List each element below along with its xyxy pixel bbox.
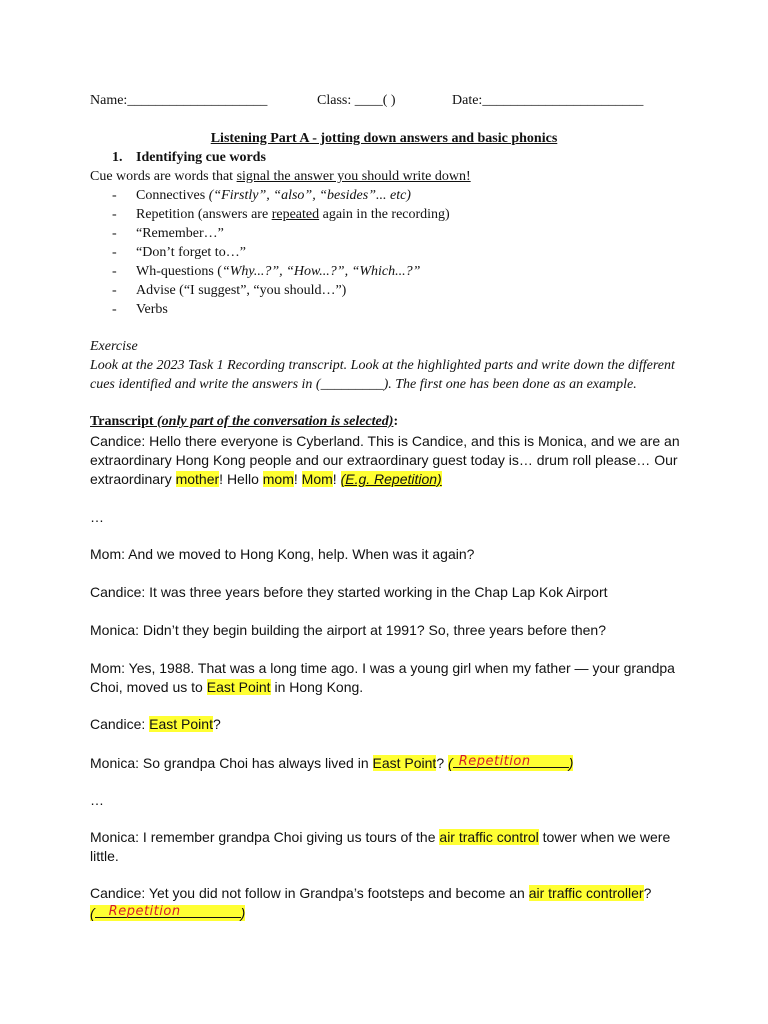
section-heading bbox=[112, 150, 266, 166]
class-field[interactable] bbox=[317, 93, 396, 109]
bullet-text: Wh-questions ( bbox=[136, 264, 222, 279]
transcript-line: Candice: Hello there everyone is Cyberland. This is Candice, and this is Monica, and we are an bbox=[90, 433, 680, 449]
highlight-mom: mom bbox=[262, 471, 294, 487]
transcript-paragraph-1 bbox=[90, 432, 690, 489]
transcript-note: (only part of the conversation is selected) bbox=[153, 414, 394, 429]
bullet-wh-questions bbox=[112, 264, 420, 280]
bullet-repetition bbox=[112, 207, 450, 223]
section-number: 1. bbox=[112, 150, 123, 165]
text: extraordinary bbox=[90, 471, 176, 487]
highlight-air-traffic-control: air traffic control bbox=[439, 829, 539, 845]
bullet-text: Repetition (answers are bbox=[136, 207, 272, 222]
class-label: Class: bbox=[317, 93, 352, 108]
bullet-text: Connectives bbox=[136, 188, 209, 203]
text: in Hong Kong. bbox=[270, 679, 364, 695]
highlight-east-point: East Point bbox=[372, 755, 437, 771]
example-answer: (E.g. Repetition) bbox=[340, 471, 442, 487]
transcript-line bbox=[90, 678, 690, 697]
date-label: Date: bbox=[452, 93, 483, 108]
bullet-text-end: again in the recording) bbox=[319, 207, 450, 222]
answer-box-1[interactable] bbox=[448, 755, 573, 771]
bullet-dont-forget bbox=[112, 245, 246, 261]
exercise-label: Exercise bbox=[90, 339, 138, 354]
handwritten-answer: Repetition bbox=[108, 904, 181, 919]
highlight-mom-2: Mom bbox=[301, 471, 333, 487]
transcript-paragraph-7 bbox=[90, 753, 690, 773]
section-heading-text: Identifying cue words bbox=[136, 150, 266, 165]
answer-blank[interactable] bbox=[453, 753, 569, 768]
ellipsis-2: … bbox=[90, 792, 104, 808]
transcript-line: little. bbox=[90, 848, 119, 864]
transcript-line bbox=[90, 470, 690, 489]
name-blank[interactable]: ____________________ bbox=[127, 93, 268, 108]
text: Monica: I remember grandpa Choi giving us tours of the bbox=[90, 829, 440, 845]
intro-text: Cue words are words that bbox=[90, 169, 237, 184]
transcript-line: Mom: Yes, 1988. That was a long time ago. I was a young girl when my father — your grandpa bbox=[90, 660, 675, 676]
text: ! Hello bbox=[219, 471, 263, 487]
text: ! bbox=[293, 471, 302, 487]
answer-open-paren: ( bbox=[90, 905, 95, 921]
handwritten-answer: Repetition bbox=[458, 754, 531, 769]
highlight-east-point: East Point bbox=[149, 716, 213, 732]
intro-underlined: signal the answer you should write down! bbox=[236, 169, 471, 184]
exercise-instructions-2: cues identified and write the answers in (_________). The first one has been done as an example. bbox=[90, 377, 637, 392]
bullet-text: “Remember…” bbox=[136, 226, 224, 241]
transcript-colon: : bbox=[393, 414, 399, 429]
name-label: Name: bbox=[90, 93, 128, 108]
transcript-paragraph-6 bbox=[90, 715, 690, 734]
header-row bbox=[90, 93, 690, 113]
text: Candice: bbox=[90, 716, 150, 732]
bullet-dash: - bbox=[112, 188, 117, 203]
exercise-instructions-1: Look at the 2023 Task 1 Recording transcript. Look at the highlighted parts and write down the different bbox=[90, 358, 675, 373]
transcript-paragraph-3: Candice: It was three years before they started working in the Chap Lap Kok Airport bbox=[90, 584, 608, 600]
bullet-text: Advise (“I suggest”, “you should…”) bbox=[136, 283, 347, 298]
bullet-underlined: repeated bbox=[271, 207, 320, 222]
bullet-verbs bbox=[112, 302, 168, 318]
transcript-line: extraordinary Hong Kong people and our extraordinary guest today is… drum roll please… Our bbox=[90, 452, 678, 468]
bullet-examples: (“Firstly”, “also”, “besides”... etc) bbox=[208, 188, 411, 203]
date-blank[interactable]: _______________________ bbox=[482, 93, 644, 108]
highlight-air-traffic-controller: air traffic controller bbox=[528, 885, 644, 901]
transcript-heading bbox=[90, 414, 398, 430]
name-field[interactable] bbox=[90, 93, 267, 109]
transcript-line bbox=[90, 884, 690, 903]
answer-close-paren: ) bbox=[568, 755, 574, 771]
text: ? bbox=[643, 885, 652, 901]
transcript-paragraph-5 bbox=[90, 659, 690, 697]
bullet-dash: - bbox=[112, 283, 117, 298]
date-field[interactable] bbox=[452, 93, 643, 109]
answer-blank[interactable] bbox=[95, 903, 241, 918]
ellipsis-1: … bbox=[90, 509, 104, 525]
bullet-dash: - bbox=[112, 264, 117, 279]
bullet-advise bbox=[112, 283, 346, 299]
class-blank[interactable]: ____( ) bbox=[354, 93, 396, 108]
bullet-dash: - bbox=[112, 302, 117, 317]
highlight-mother: mother bbox=[175, 471, 220, 487]
answer-close-paren: ) bbox=[240, 905, 246, 921]
bullet-text: Verbs bbox=[136, 302, 168, 317]
transcript-line bbox=[90, 828, 690, 847]
text: ? bbox=[212, 716, 221, 732]
text: Choi, moved us to bbox=[90, 679, 207, 695]
text: Candice: Yet you did not follow in Grandpa’s footsteps and become an bbox=[90, 885, 529, 901]
transcript-paragraph-4: Monica: Didn’t they begin building the airport at 1991? So, three years before then? bbox=[90, 622, 606, 638]
bullet-examples: “Why...?”, “How...?”, “Which...?” bbox=[221, 264, 421, 279]
transcript-paragraph-8 bbox=[90, 828, 690, 866]
text: Monica: So grandpa Choi has always lived in bbox=[90, 755, 373, 771]
answer-box-2[interactable] bbox=[90, 905, 245, 921]
page-title: Listening Part A - jotting down answers and basic phonics bbox=[210, 131, 558, 146]
text: ? bbox=[436, 755, 449, 771]
text: ! bbox=[332, 471, 341, 487]
bullet-text: “Don’t forget to…” bbox=[136, 245, 246, 260]
bullet-dash: - bbox=[112, 207, 117, 222]
transcript-line bbox=[90, 903, 690, 923]
bullet-connectives bbox=[112, 188, 411, 204]
transcript-label: Transcript bbox=[90, 414, 154, 429]
answer-open-paren: ( bbox=[448, 755, 453, 771]
highlight-east-point: East Point bbox=[206, 679, 271, 695]
bullet-remember bbox=[112, 226, 224, 242]
transcript-paragraph-2: Mom: And we moved to Hong Kong, help. When was it again? bbox=[90, 546, 475, 562]
intro-line bbox=[90, 169, 471, 185]
transcript-paragraph-9 bbox=[90, 884, 690, 923]
bullet-dash: - bbox=[112, 245, 117, 260]
text: tower when we were bbox=[538, 829, 671, 845]
bullet-dash: - bbox=[112, 226, 117, 241]
